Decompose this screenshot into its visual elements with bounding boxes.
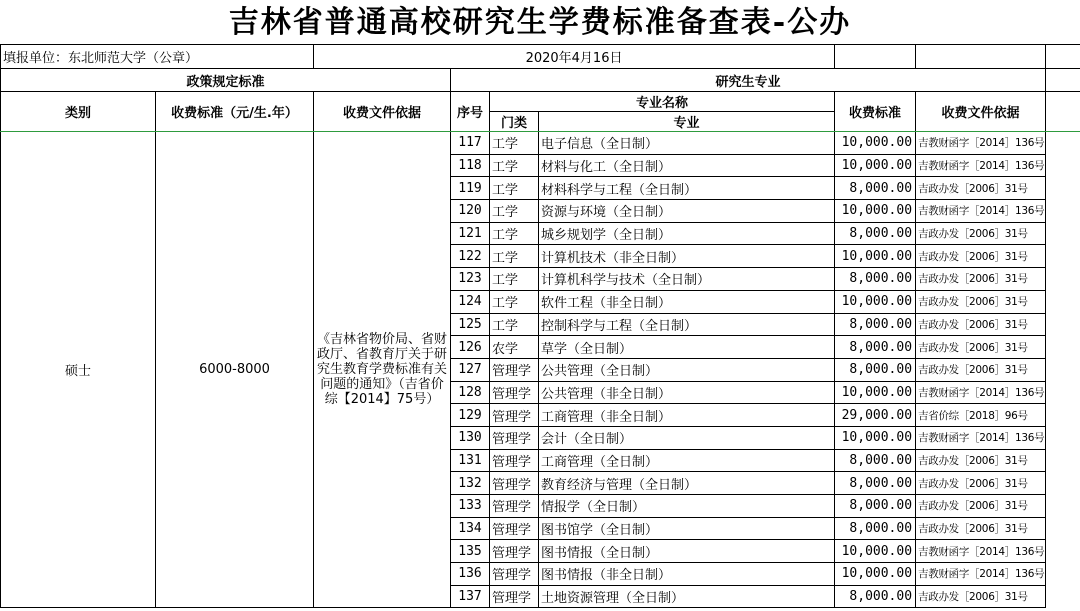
row-seq: 119 bbox=[451, 177, 490, 200]
major-header: 专业 bbox=[539, 112, 835, 132]
row-major: 工商管理（全日制） bbox=[539, 449, 835, 472]
row-seq: 124 bbox=[451, 290, 490, 313]
row-fee: 8,000.00 bbox=[835, 358, 916, 381]
row-basis: 吉政办发［2006］31号 bbox=[916, 585, 1046, 608]
row-seq: 118 bbox=[451, 154, 490, 177]
row-seq: 135 bbox=[451, 540, 490, 563]
row-seq: 127 bbox=[451, 358, 490, 381]
row-discipline: 工学 bbox=[490, 132, 539, 155]
row-major: 教育经济与管理（全日制） bbox=[539, 472, 835, 495]
row-discipline: 管理学 bbox=[490, 381, 539, 404]
row-fee: 8,000.00 bbox=[835, 517, 916, 540]
row-major: 计算机技术（非全日制） bbox=[539, 245, 835, 268]
row-fee: 8,000.00 bbox=[835, 268, 916, 291]
row-fee: 8,000.00 bbox=[835, 449, 916, 472]
row-seq: 137 bbox=[451, 585, 490, 608]
row-seq: 134 bbox=[451, 517, 490, 540]
row-basis: 吉教财函字［2014］136号 bbox=[916, 381, 1046, 404]
row-major: 城乡规划学（全日制） bbox=[539, 222, 835, 245]
row-major: 图书馆学（全日制） bbox=[539, 517, 835, 540]
filing-unit: 填报单位：东北师范大学（公章） bbox=[1, 45, 314, 69]
row-fee: 8,000.00 bbox=[835, 222, 916, 245]
row-major: 公共管理（全日制） bbox=[539, 358, 835, 381]
row-discipline: 管理学 bbox=[490, 449, 539, 472]
policy-header: 政策规定标准 bbox=[1, 69, 451, 92]
row-discipline: 农学 bbox=[490, 336, 539, 359]
row-major: 软件工程（非全日制） bbox=[539, 290, 835, 313]
row-seq: 136 bbox=[451, 563, 490, 586]
row-discipline: 工学 bbox=[490, 177, 539, 200]
row-fee: 10,000.00 bbox=[835, 132, 916, 155]
row-seq: 132 bbox=[451, 472, 490, 495]
row-seq: 125 bbox=[451, 313, 490, 336]
fee-basis-header: 收费文件依据 bbox=[314, 92, 451, 132]
row-basis: 吉政办发［2006］31号 bbox=[916, 472, 1046, 495]
policy-fee-range: 6000-8000 bbox=[156, 132, 314, 608]
row-basis: 吉政办发［2006］31号 bbox=[916, 245, 1046, 268]
discipline-header: 门类 bbox=[490, 112, 539, 132]
row-basis: 吉政办发［2006］31号 bbox=[916, 177, 1046, 200]
row-discipline: 管理学 bbox=[490, 563, 539, 586]
row-fee: 10,000.00 bbox=[835, 540, 916, 563]
row-seq: 123 bbox=[451, 268, 490, 291]
row-seq: 121 bbox=[451, 222, 490, 245]
row-fee: 10,000.00 bbox=[835, 381, 916, 404]
row-major: 公共管理（非全日制） bbox=[539, 381, 835, 404]
policy-category: 硕士 bbox=[1, 132, 156, 608]
row-discipline: 管理学 bbox=[490, 358, 539, 381]
row-fee: 29,000.00 bbox=[835, 404, 916, 427]
row-basis: 吉政办发［2006］31号 bbox=[916, 268, 1046, 291]
policy-basis: 《吉林省物价局、省财政厅、省教育厅关于研究生教育学费标准有关问题的通知》（吉省价综【2014】75号） bbox=[314, 132, 451, 608]
row-major: 情报学（全日制） bbox=[539, 495, 835, 518]
row-basis: 吉政办发［2006］31号 bbox=[916, 517, 1046, 540]
row-seq: 130 bbox=[451, 426, 490, 449]
row-seq: 126 bbox=[451, 336, 490, 359]
major-section-header: 研究生专业 bbox=[451, 69, 1046, 92]
row-basis: 吉政办发［2006］31号 bbox=[916, 449, 1046, 472]
row-seq: 129 bbox=[451, 404, 490, 427]
row-basis: 吉政办发［2006］31号 bbox=[916, 290, 1046, 313]
row-discipline: 管理学 bbox=[490, 404, 539, 427]
row-basis: 吉政办发［2006］31号 bbox=[916, 358, 1046, 381]
row-discipline: 管理学 bbox=[490, 472, 539, 495]
row-fee: 10,000.00 bbox=[835, 426, 916, 449]
row-major: 会计（全日制） bbox=[539, 426, 835, 449]
row-major: 材料科学与工程（全日制） bbox=[539, 177, 835, 200]
fee-standard-header: 收费标准（元/生.年） bbox=[156, 92, 314, 132]
row-discipline: 管理学 bbox=[490, 585, 539, 608]
row-fee: 10,000.00 bbox=[835, 245, 916, 268]
row-fee: 8,000.00 bbox=[835, 585, 916, 608]
row-discipline: 工学 bbox=[490, 245, 539, 268]
row-major: 图书情报（全日制） bbox=[539, 540, 835, 563]
row-major: 资源与环境（全日制） bbox=[539, 200, 835, 223]
row-fee: 8,000.00 bbox=[835, 336, 916, 359]
row-seq: 120 bbox=[451, 200, 490, 223]
selection-guide-line bbox=[0, 131, 1080, 132]
row-discipline: 工学 bbox=[490, 313, 539, 336]
row-seq: 122 bbox=[451, 245, 490, 268]
row-basis: 吉教财函字［2014］136号 bbox=[916, 154, 1046, 177]
row-fee: 10,000.00 bbox=[835, 290, 916, 313]
row-discipline: 管理学 bbox=[490, 517, 539, 540]
row-major: 土地资源管理（全日制） bbox=[539, 585, 835, 608]
filing-date: 2020年4月16日 bbox=[314, 45, 835, 69]
row-seq: 128 bbox=[451, 381, 490, 404]
row-discipline: 管理学 bbox=[490, 540, 539, 563]
row-seq: 131 bbox=[451, 449, 490, 472]
row-discipline: 管理学 bbox=[490, 495, 539, 518]
row-discipline: 工学 bbox=[490, 268, 539, 291]
row-major: 控制科学与工程（全日制） bbox=[539, 313, 835, 336]
row-basis: 吉教财函字［2014］136号 bbox=[916, 132, 1046, 155]
row-fee: 10,000.00 bbox=[835, 200, 916, 223]
row-seq: 117 bbox=[451, 132, 490, 155]
major-name-header: 专业名称 bbox=[490, 92, 835, 112]
row-discipline: 工学 bbox=[490, 200, 539, 223]
seq-header: 序号 bbox=[451, 92, 490, 132]
fee-standard2-header: 收费标准 bbox=[835, 92, 916, 132]
row-discipline: 工学 bbox=[490, 290, 539, 313]
row-major: 草学（全日制） bbox=[539, 336, 835, 359]
row-major: 材料与化工（全日制） bbox=[539, 154, 835, 177]
row-basis: 吉教财函字［2014］136号 bbox=[916, 200, 1046, 223]
row-fee: 10,000.00 bbox=[835, 563, 916, 586]
row-basis: 吉政办发［2006］31号 bbox=[916, 313, 1046, 336]
row-basis: 吉政办发［2006］31号 bbox=[916, 222, 1046, 245]
row-fee: 10,000.00 bbox=[835, 154, 916, 177]
row-major: 电子信息（全日制） bbox=[539, 132, 835, 155]
row-fee: 8,000.00 bbox=[835, 313, 916, 336]
row-fee: 8,000.00 bbox=[835, 495, 916, 518]
row-fee: 8,000.00 bbox=[835, 177, 916, 200]
row-seq: 133 bbox=[451, 495, 490, 518]
category-header: 类别 bbox=[1, 92, 156, 132]
row-basis: 吉教财函字［2014］136号 bbox=[916, 563, 1046, 586]
row-basis: 吉省价综［2018］96号 bbox=[916, 404, 1046, 427]
row-discipline: 工学 bbox=[490, 222, 539, 245]
row-basis: 吉政办发［2006］31号 bbox=[916, 495, 1046, 518]
row-major: 工商管理（非全日制） bbox=[539, 404, 835, 427]
row-fee: 8,000.00 bbox=[835, 472, 916, 495]
row-discipline: 管理学 bbox=[490, 426, 539, 449]
row-major: 计算机科学与技术（全日制） bbox=[539, 268, 835, 291]
row-discipline: 工学 bbox=[490, 154, 539, 177]
row-major: 图书情报（非全日制） bbox=[539, 563, 835, 586]
sheet-title: 吉林省普通高校研究生学费标准备查表-公办 bbox=[228, 5, 852, 40]
row-basis: 吉教财函字［2014］136号 bbox=[916, 540, 1046, 563]
row-basis: 吉政办发［2006］31号 bbox=[916, 336, 1046, 359]
row-basis: 吉教财函字［2014］136号 bbox=[916, 426, 1046, 449]
table-row bbox=[1, 132, 1080, 155]
basis2-header: 收费文件依据 bbox=[916, 92, 1046, 132]
fee-table bbox=[0, 44, 1080, 608]
